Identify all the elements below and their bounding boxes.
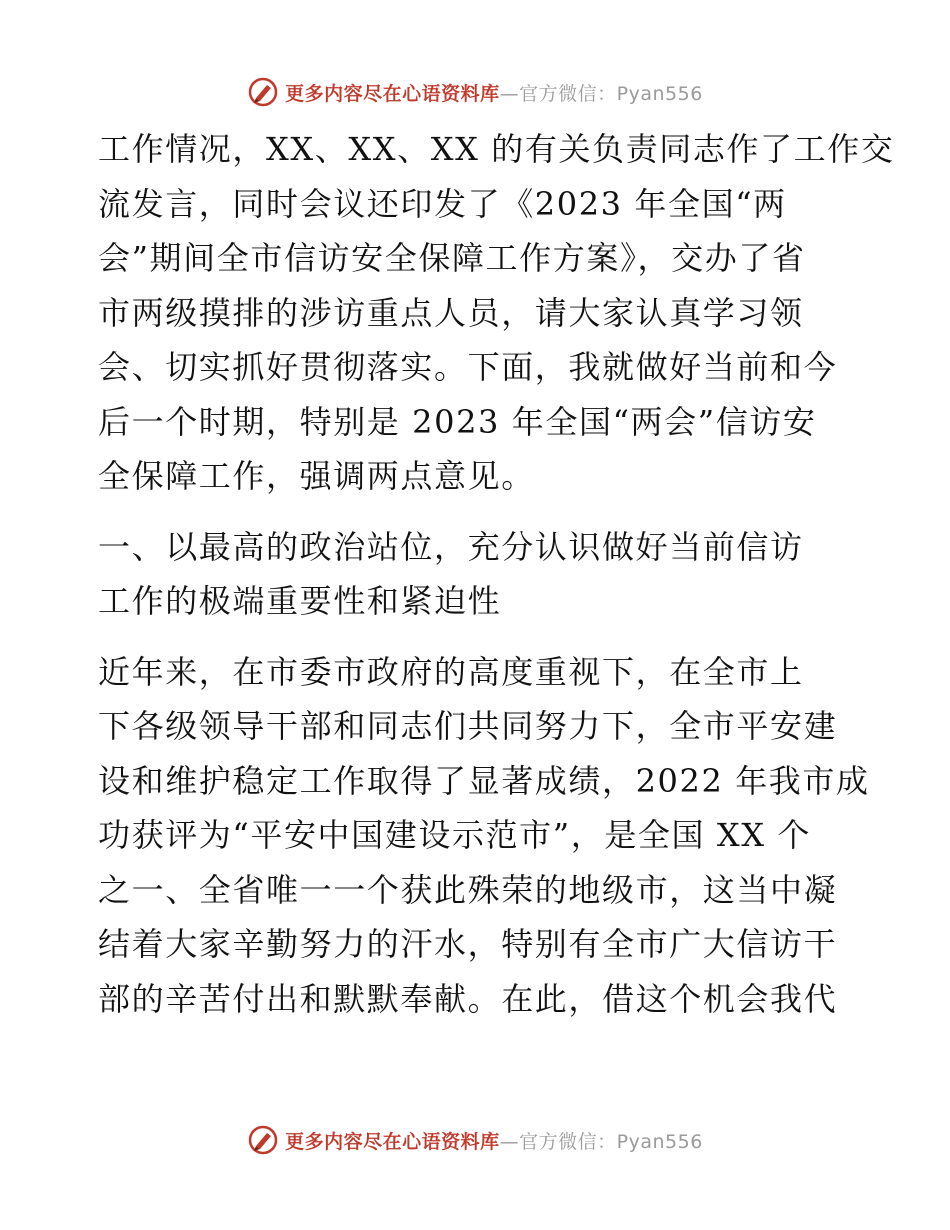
text-line: 部的辛苦付出和默默奉献。在此，借这个机会我代 — [98, 979, 838, 1018]
text-line: 之一、全省唯一一个获此殊荣的地级市，这当中凝 — [98, 870, 838, 909]
text-line: 设和维护稳定工作取得了显著成绩，2022 年我市成 — [98, 761, 870, 800]
text-line: 一、以最高的政治站位，充分认识做好当前信访 — [98, 527, 804, 566]
text-line: 会”期间全市信访安全保障工作方案》，交办了省 — [98, 239, 806, 277]
text-line: 后一个时期，特别是 2023 年全国“两会”信访安 — [98, 402, 817, 441]
document-body — [98, 122, 895, 1026]
watermark-contact: —官方微信：Pyan556 — [499, 1130, 703, 1153]
text-line: 下各级领导干部和同志们共同努力下，全市平安建 — [98, 707, 838, 745]
text-line: 流发言，同时会议还印发了《2023 年全国“两 — [98, 184, 787, 223]
watermark-title: 更多内容尽在心语资料库 — [285, 82, 500, 105]
watermark-logo-icon — [247, 1124, 279, 1156]
section-heading — [98, 520, 858, 629]
watermark-title: 更多内容尽在心语资料库 — [285, 1130, 500, 1153]
text-line: 工作的极端重要性和紧迫性 — [98, 582, 502, 620]
text-line: 近年来，在市委市政府的高度重视下，在全市上 — [98, 652, 804, 691]
header-watermark — [0, 72, 950, 112]
text-line: 会、切实抓好贯彻落实。下面，我就做好当前和今 — [98, 348, 838, 386]
text-line: 全保障工作，强调两点意见。 — [98, 457, 535, 495]
footer-watermark — [0, 1120, 950, 1160]
watermark-logo-icon — [247, 76, 279, 108]
watermark-contact: —官方微信：Pyan556 — [499, 82, 703, 105]
text-line: 功获评为“平安中国建设示范市”，是全国 XX 个 — [98, 816, 812, 854]
text-line: 市两级摸排的涉访重点人员，请大家认真学习领 — [98, 293, 804, 332]
text-line: 工作情况，XX、XX、XX 的有关负责同志作了工作交 — [98, 130, 895, 168]
paragraph-body — [98, 645, 870, 1027]
paragraph-intro — [98, 122, 895, 504]
text-line: 结着大家辛勤努力的汗水，特别有全市广大信访干 — [98, 925, 838, 963]
